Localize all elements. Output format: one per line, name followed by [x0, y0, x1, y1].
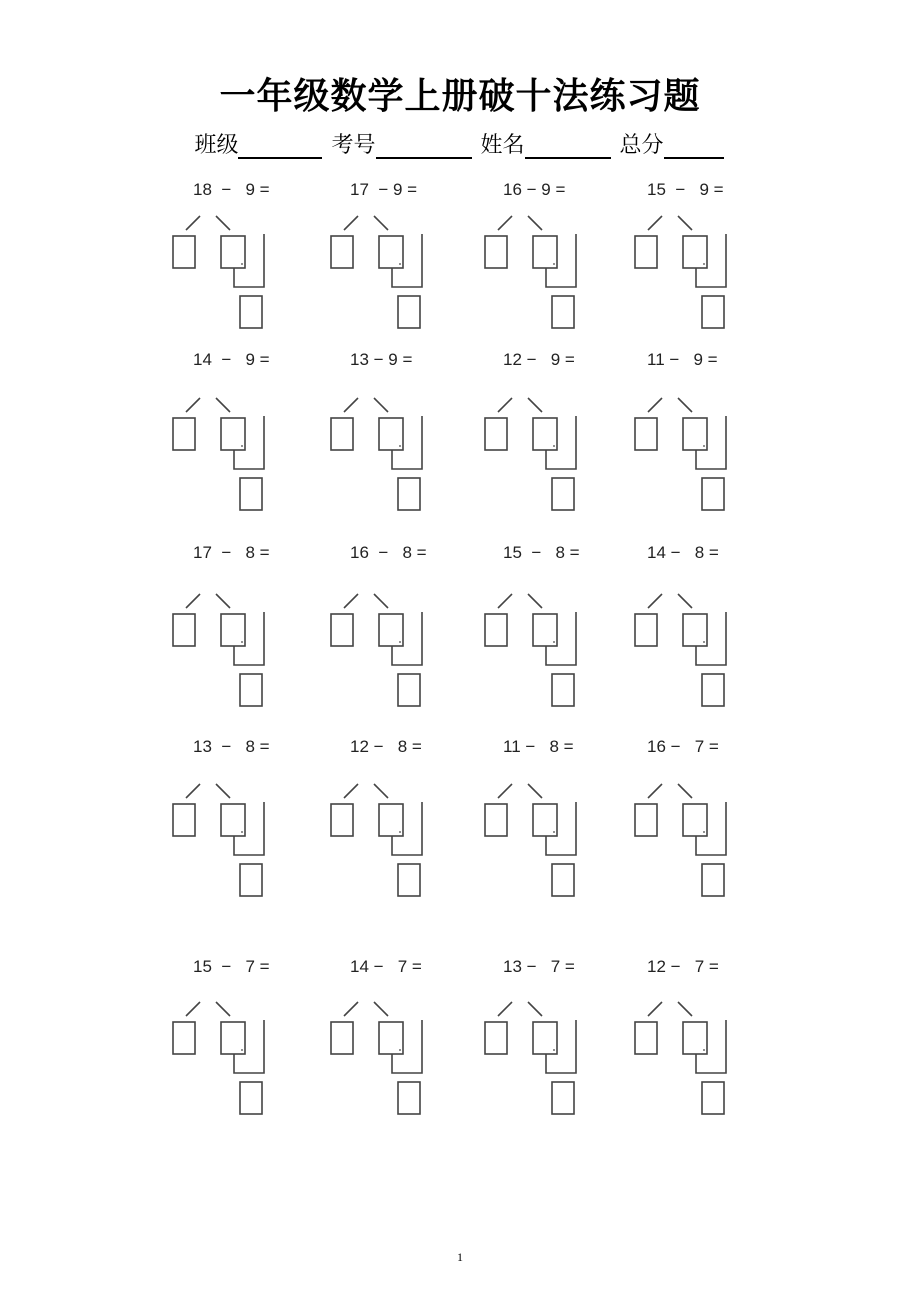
- break-ten-diagram-4-1: [330, 1000, 430, 1120]
- break-ten-diagram-1-2: [484, 396, 584, 516]
- student-info-line: [0, 128, 920, 159]
- combine-bracket: [696, 234, 726, 287]
- box-dot-mark: [553, 445, 555, 447]
- answer-box-right[interactable]: [683, 236, 707, 268]
- answer-box-left[interactable]: [173, 418, 195, 450]
- break-ten-diagram-2-1: [330, 592, 430, 712]
- left-branch-line: [186, 398, 200, 412]
- box-dot-mark: [399, 445, 401, 447]
- break-ten-diagram-2-3: [634, 592, 734, 712]
- right-branch-line: [528, 1002, 542, 1016]
- answer-box-right[interactable]: [379, 1022, 403, 1054]
- left-branch-line: [498, 594, 512, 608]
- equation-4-1: 14 − 7 =: [350, 957, 422, 976]
- combine-bracket: [696, 802, 726, 855]
- answer-box-right[interactable]: [533, 804, 557, 836]
- right-branch-line: [374, 1002, 388, 1016]
- break-ten-diagram-1-0: [172, 396, 272, 516]
- box-dot-mark: [703, 1049, 705, 1051]
- break-ten-diagram-3-3: [634, 782, 734, 902]
- combine-bracket: [546, 1020, 576, 1073]
- right-branch-line: [678, 784, 692, 798]
- combine-bracket: [546, 416, 576, 469]
- combine-bracket: [392, 612, 422, 665]
- combine-bracket: [546, 612, 576, 665]
- result-box[interactable]: [240, 478, 262, 510]
- right-branch-line: [216, 398, 230, 412]
- answer-box-left[interactable]: [635, 1022, 657, 1054]
- break-ten-diagram-4-3: [634, 1000, 734, 1120]
- equation-0-2: 16 − 9 =: [503, 180, 566, 199]
- break-ten-diagram-2-2: [484, 592, 584, 712]
- box-dot-mark: [553, 263, 555, 265]
- answer-box-right[interactable]: [683, 418, 707, 450]
- box-dot-mark: [553, 831, 555, 833]
- box-dot-mark: [703, 263, 705, 265]
- left-branch-line: [186, 216, 200, 230]
- answer-box-left[interactable]: [635, 804, 657, 836]
- left-branch-line: [498, 784, 512, 798]
- box-dot-mark: [241, 1049, 243, 1051]
- answer-box-right[interactable]: [533, 614, 557, 646]
- left-branch-line: [186, 594, 200, 608]
- result-box[interactable]: [398, 296, 420, 328]
- right-branch-line: [528, 594, 542, 608]
- answer-box-left[interactable]: [635, 418, 657, 450]
- answer-box-right[interactable]: [221, 804, 245, 836]
- answer-box-left[interactable]: [173, 614, 195, 646]
- answer-box-left[interactable]: [331, 1022, 353, 1054]
- result-box[interactable]: [702, 296, 724, 328]
- result-box[interactable]: [240, 1082, 262, 1114]
- break-ten-diagram-0-2: [484, 214, 584, 334]
- result-box[interactable]: [702, 864, 724, 896]
- answer-box-right[interactable]: [379, 418, 403, 450]
- break-ten-diagram-0-0: [172, 214, 272, 334]
- box-dot-mark: [241, 641, 243, 643]
- score-blank[interactable]: [664, 137, 724, 159]
- equation-1-1: 13 − 9 =: [350, 350, 413, 369]
- result-box[interactable]: [552, 296, 574, 328]
- answer-box-left[interactable]: [331, 614, 353, 646]
- result-box[interactable]: [702, 478, 724, 510]
- name-blank[interactable]: [525, 137, 611, 159]
- result-box[interactable]: [398, 674, 420, 706]
- box-dot-mark: [553, 1049, 555, 1051]
- right-branch-line: [528, 216, 542, 230]
- answer-box-right[interactable]: [379, 614, 403, 646]
- combine-bracket: [696, 416, 726, 469]
- combine-bracket: [234, 802, 264, 855]
- answer-box-right[interactable]: [221, 418, 245, 450]
- equation-1-2: 12 − 9 =: [503, 350, 575, 369]
- answer-box-left[interactable]: [331, 804, 353, 836]
- answer-box-right[interactable]: [533, 236, 557, 268]
- result-box[interactable]: [240, 674, 262, 706]
- box-dot-mark: [241, 445, 243, 447]
- equation-0-1: 17 − 9 =: [350, 180, 418, 199]
- equation-3-0: 13 − 8 =: [193, 737, 270, 756]
- equation-4-0: 15 − 7 =: [193, 957, 270, 976]
- equation-0-0: 18 − 9 =: [193, 180, 270, 199]
- equation-3-3: 16 − 7 =: [647, 737, 719, 756]
- name-label: 姓名: [480, 133, 525, 158]
- box-dot-mark: [241, 831, 243, 833]
- right-branch-line: [216, 1002, 230, 1016]
- result-box[interactable]: [552, 674, 574, 706]
- answer-box-right[interactable]: [533, 1022, 557, 1054]
- equation-1-0: 14 − 9 =: [193, 350, 270, 369]
- right-branch-line: [528, 398, 542, 412]
- answer-box-right[interactable]: [683, 1022, 707, 1054]
- left-branch-line: [648, 784, 662, 798]
- right-branch-line: [678, 216, 692, 230]
- break-ten-diagram-4-0: [172, 1000, 272, 1120]
- combine-bracket: [234, 416, 264, 469]
- answer-box-left[interactable]: [485, 236, 507, 268]
- break-ten-diagram-3-0: [172, 782, 272, 902]
- equation-2-2: 15 − 8 =: [503, 543, 580, 562]
- left-branch-line: [344, 1002, 358, 1016]
- break-ten-diagram-3-2: [484, 782, 584, 902]
- box-dot-mark: [703, 445, 705, 447]
- equation-4-2: 13 − 7 =: [503, 957, 575, 976]
- answer-box-left[interactable]: [485, 418, 507, 450]
- right-branch-line: [216, 594, 230, 608]
- box-dot-mark: [399, 1049, 401, 1051]
- equation-1-3: 11 − 9 =: [647, 350, 718, 369]
- class-blank[interactable]: [238, 137, 322, 159]
- answer-box-left[interactable]: [635, 236, 657, 268]
- answer-box-left[interactable]: [173, 236, 195, 268]
- answer-box-left[interactable]: [485, 614, 507, 646]
- result-box[interactable]: [702, 674, 724, 706]
- box-dot-mark: [703, 831, 705, 833]
- combine-bracket: [234, 234, 264, 287]
- break-ten-diagram-0-1: [330, 214, 430, 334]
- break-ten-diagram-3-1: [330, 782, 430, 902]
- answer-box-left[interactable]: [485, 1022, 507, 1054]
- answer-box-right[interactable]: [533, 418, 557, 450]
- answer-box-left[interactable]: [331, 418, 353, 450]
- combine-bracket: [546, 234, 576, 287]
- answer-box-right[interactable]: [379, 804, 403, 836]
- box-dot-mark: [553, 641, 555, 643]
- box-dot-mark: [399, 641, 401, 643]
- equation-2-1: 16 − 8 =: [350, 543, 427, 562]
- combine-bracket: [696, 1020, 726, 1073]
- right-branch-line: [678, 1002, 692, 1016]
- right-branch-line: [374, 398, 388, 412]
- equation-3-2: 11 − 8 =: [503, 737, 574, 756]
- answer-box-right[interactable]: [683, 804, 707, 836]
- result-box[interactable]: [240, 864, 262, 896]
- left-branch-line: [648, 594, 662, 608]
- page-number: 1: [457, 1250, 463, 1264]
- answer-box-right[interactable]: [221, 236, 245, 268]
- break-ten-diagram-4-2: [484, 1000, 584, 1120]
- exam-number-blank[interactable]: [376, 137, 472, 159]
- equation-2-0: 17 − 8 =: [193, 543, 270, 562]
- left-branch-line: [186, 784, 200, 798]
- right-branch-line: [678, 398, 692, 412]
- combine-bracket: [234, 1020, 264, 1073]
- left-branch-line: [344, 594, 358, 608]
- break-ten-diagram-2-0: [172, 592, 272, 712]
- combine-bracket: [392, 1020, 422, 1073]
- right-branch-line: [374, 216, 388, 230]
- combine-bracket: [392, 234, 422, 287]
- left-branch-line: [498, 398, 512, 412]
- left-branch-line: [344, 216, 358, 230]
- box-dot-mark: [241, 263, 243, 265]
- box-dot-mark: [703, 641, 705, 643]
- equation-0-3: 15 − 9 =: [647, 180, 724, 199]
- box-dot-mark: [399, 831, 401, 833]
- left-branch-line: [648, 398, 662, 412]
- result-box[interactable]: [240, 296, 262, 328]
- score-label: 总分: [619, 133, 664, 158]
- right-branch-line: [216, 216, 230, 230]
- result-box[interactable]: [398, 1082, 420, 1114]
- result-box[interactable]: [552, 478, 574, 510]
- result-box[interactable]: [398, 478, 420, 510]
- combine-bracket: [696, 612, 726, 665]
- answer-box-left[interactable]: [485, 804, 507, 836]
- left-branch-line: [186, 1002, 200, 1016]
- right-branch-line: [374, 784, 388, 798]
- answer-box-left[interactable]: [635, 614, 657, 646]
- left-branch-line: [344, 784, 358, 798]
- class-label: 班级: [194, 133, 239, 158]
- right-branch-line: [374, 594, 388, 608]
- equation-4-3: 12 − 7 =: [647, 957, 719, 976]
- result-box[interactable]: [702, 1082, 724, 1114]
- combine-bracket: [392, 416, 422, 469]
- equation-3-1: 12 − 8 =: [350, 737, 422, 756]
- answer-box-right[interactable]: [221, 1022, 245, 1054]
- left-branch-line: [498, 1002, 512, 1016]
- left-branch-line: [648, 216, 662, 230]
- exam-number-label: 考号: [331, 133, 376, 158]
- right-branch-line: [678, 594, 692, 608]
- answer-box-left[interactable]: [331, 236, 353, 268]
- answer-box-left[interactable]: [173, 804, 195, 836]
- answer-box-right[interactable]: [683, 614, 707, 646]
- worksheet-title: 一年级数学上册破十法练习题: [219, 76, 701, 117]
- answer-box-right[interactable]: [221, 614, 245, 646]
- answer-box-left[interactable]: [173, 1022, 195, 1054]
- right-branch-line: [216, 784, 230, 798]
- combine-bracket: [546, 802, 576, 855]
- combine-bracket: [392, 802, 422, 855]
- equation-2-3: 14 − 8 =: [647, 543, 719, 562]
- right-branch-line: [528, 784, 542, 798]
- result-box[interactable]: [398, 864, 420, 896]
- break-ten-diagram-1-3: [634, 396, 734, 516]
- result-box[interactable]: [552, 1082, 574, 1114]
- left-branch-line: [344, 398, 358, 412]
- result-box[interactable]: [552, 864, 574, 896]
- break-ten-diagram-1-1: [330, 396, 430, 516]
- left-branch-line: [498, 216, 512, 230]
- left-branch-line: [648, 1002, 662, 1016]
- answer-box-right[interactable]: [379, 236, 403, 268]
- box-dot-mark: [399, 263, 401, 265]
- break-ten-diagram-0-3: [634, 214, 734, 334]
- combine-bracket: [234, 612, 264, 665]
